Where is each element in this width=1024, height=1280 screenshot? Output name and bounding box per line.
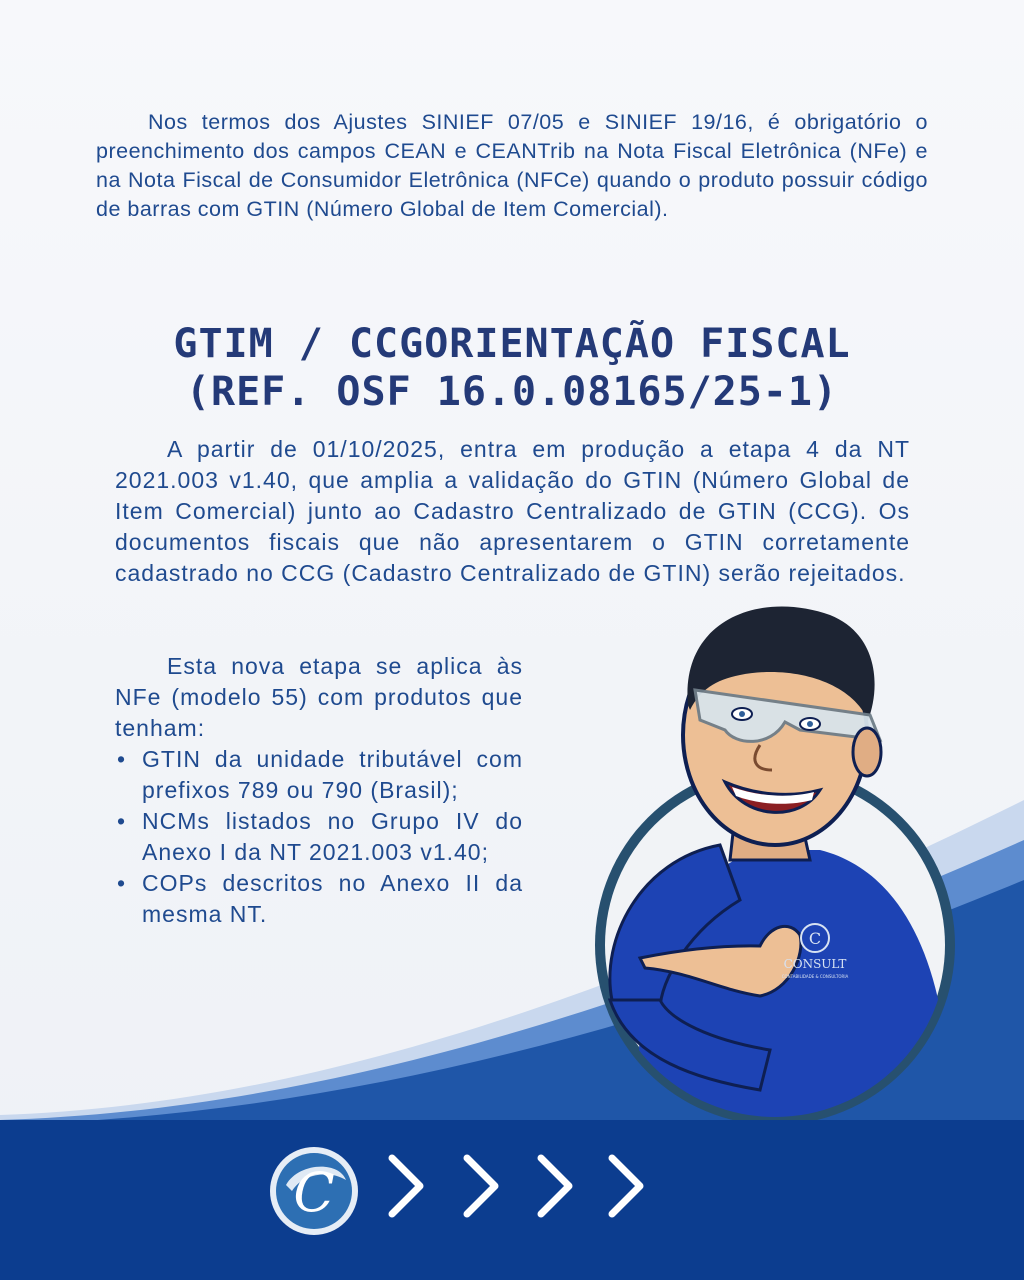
chevron-right-icon: [531, 1152, 579, 1220]
mascot-illustration: [580, 600, 970, 1120]
intro-paragraph: Nos termos dos Ajustes SINIEF 07/05 e SINIEF 19/16, é obrigatório o preenchimento dos campos CEAN e CEANTrib na Nota Fiscal Eletrônica (NFe) e na Nota Fiscal de Consumidor Eletrônica (NFCe) quando o produto possuir código de barras com GTIN (Número Global de Item Comercial).: [96, 110, 928, 221]
body-paragraph-2-intro: Esta nova etapa se aplica às NFe (modelo 55) com produtos que tenham:: [115, 653, 523, 741]
requirements-list: [115, 744, 523, 930]
consult-logo-icon: [268, 1145, 360, 1237]
page-title: [60, 320, 964, 416]
list-item: • COPs descritos no Anexo II da mesma NT.: [115, 868, 523, 930]
svg-text:C: C: [293, 1161, 335, 1224]
title-line-2: (REF. OSF 16.0.08165/25-1): [185, 369, 839, 415]
body-paragraph-1: A partir de 01/10/2025, entra em produção a etapa 4 da NT 2021.003 v1.40, que amplia a validação do GTIN (Número Global de Item Comercial) junto ao Cadastro Centralizado de GTIN (CCG). Os documentos fiscais que não apresentarem o GTIN corretamente cadastrado no CCG (Cadastro Centralizado de GTIN) serão rejeitados.: [115, 436, 910, 586]
svg-text:C: C: [808, 929, 822, 948]
list-item: • GTIN da unidade tributável com prefixos 789 ou 790 (Brasil);: [115, 744, 523, 806]
chevron-right-icon: [457, 1152, 505, 1220]
shirt-logo-subtext: CONTABILIDADE & CONSULTORIA: [781, 974, 849, 979]
title-line-1: GTIM / CCGORIENTAÇÃO FISCAL: [173, 321, 851, 367]
footer-band: [0, 1120, 1024, 1280]
chevron-right-icon: [382, 1152, 430, 1220]
chevron-right-icon: [602, 1152, 650, 1220]
body-paragraph-2: [115, 651, 523, 930]
shirt-logo-text: CONSULT: [783, 957, 847, 971]
list-item: • NCMs listados no Grupo IV do Anexo I da NT 2021.003 v1.40;: [115, 806, 523, 868]
